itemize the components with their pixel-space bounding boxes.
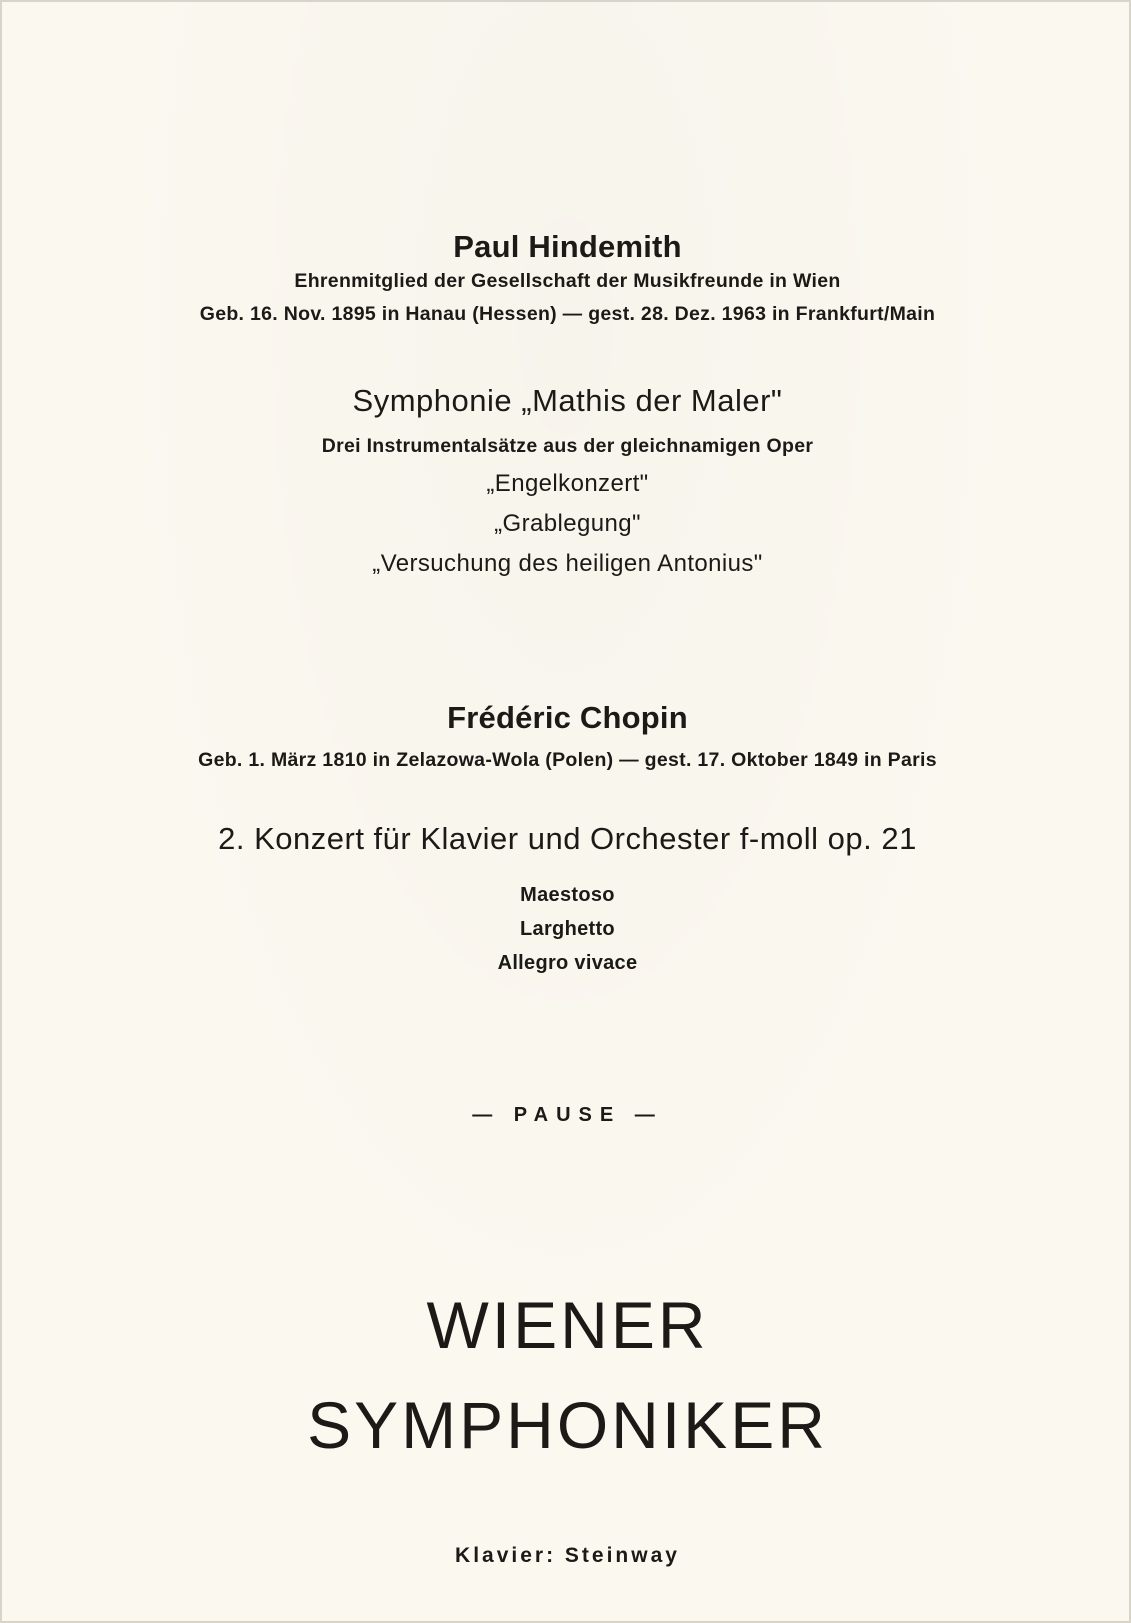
composer-name-hindemith: Paul Hindemith [453, 229, 682, 264]
orchestra-name-line1: WIENER [426, 1288, 709, 1362]
piano-credit: Klavier: Steinway [455, 1544, 680, 1567]
composer-dates-hindemith: Geb. 16. Nov. 1895 in Hanau (Hessen) — gest. 28. Dez. 1963 in Frankfurt/Main [199, 303, 936, 325]
movement-item-hindemith: „Versuchung des heiligen Antonius" [372, 550, 763, 577]
composer-honor-hindemith: Ehrenmitglied der Gesellschaft der Musikfreunde in Wien [294, 270, 841, 292]
movement-item-chopin: Maestoso [520, 884, 615, 906]
work-subtitle-hindemith: Drei Instrumentalsätze aus der gleichnamigen Oper [321, 435, 814, 457]
movement-item-hindemith: „Grablegung" [494, 510, 641, 537]
composer-name-chopin: Frédéric Chopin [447, 700, 688, 735]
orchestra-name-line2: SYMPHONIKER [307, 1388, 828, 1462]
movement-item-chopin: Larghetto [520, 918, 615, 940]
movement-item-hindemith: „Engelkonzert" [486, 470, 649, 497]
work-title-chopin: 2. Konzert für Klavier und Orchester f-moll op. 21 [218, 821, 917, 856]
composer-dates-chopin: Geb. 1. März 1810 in Zelazowa-Wola (Polen) — gest. 17. Oktober 1849 in Paris [198, 749, 937, 771]
work-title-hindemith: Symphonie „Mathis der Maler" [352, 383, 783, 418]
intermission-label: — PAUSE — [472, 1104, 663, 1126]
movement-item-chopin: Allegro vivace [497, 952, 638, 974]
